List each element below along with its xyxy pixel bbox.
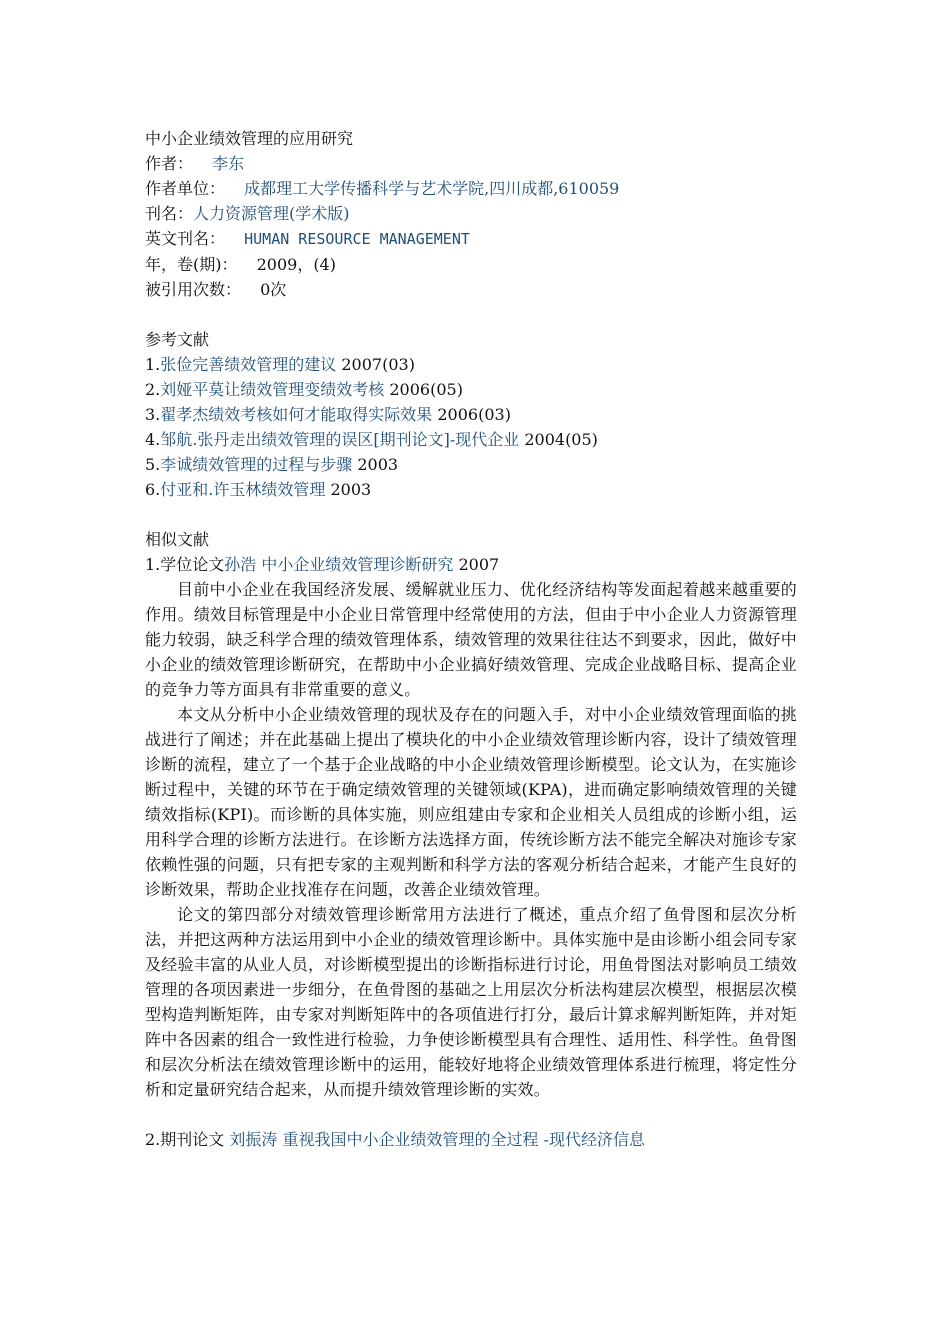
reference-link[interactable]: 付亚和.许玉林绩效管理	[160, 480, 326, 499]
reference-link[interactable]: 刘娅平莫让绩效管理变绩效考核	[160, 380, 385, 399]
reference-link[interactable]: 邹航.张丹走出绩效管理的误区[期刊论文]-现代企业	[160, 430, 520, 449]
reference-number: 1.	[145, 355, 161, 374]
year-issue-row	[145, 252, 797, 277]
similar-item-1	[145, 552, 797, 577]
article-title: 中小企业绩效管理的应用研究	[145, 129, 354, 148]
reference-year: 2006(05)	[389, 380, 463, 399]
affiliation-link[interactable]: 成都理工大学传播科学与艺术学院,四川成都,610059	[244, 179, 620, 198]
similar-heading: 相似文献	[145, 530, 210, 549]
journal-row	[145, 201, 797, 226]
similar-item-link[interactable]: 刘振涛 重视我国中小企业绩效管理的全过程 -现代经济信息	[229, 1130, 645, 1149]
abstract-paragraph: 论文的第四部分对绩效管理诊断常用方法进行了概述，重点介绍了鱼骨图和层次分析法，并把这两种方法运用到中小企业的绩效管理诊断中。具体实施中是由诊断小组会同专家及经验丰富的从业人员，对诊断模型提出的诊断指标进行讨论，用鱼骨图法对影响员工绩效管理的各项因素进一步细分，在鱼骨图的基础之上用层次分析法构建层次模型，根据层次模型构造判断矩阵，由专家对判断矩阵中的各项值进行打分，最后计算求解判断矩阵，并对矩阵中各因素的组合一致性进行检验，力争使诊断模型具有合理性、适用性、科学性。鱼骨图和层次分析法在绩效管理诊断中的运用，能较好地将企业绩效管理体系进行梳理，将定性分析和定量研究结合起来，从而提升绩效管理诊断的实效。	[145, 905, 797, 1099]
reference-year: 2003	[357, 455, 399, 474]
journal-link[interactable]: 人力资源管理(学术版)	[193, 204, 350, 223]
cited-value: 0次	[260, 280, 287, 299]
similar-item-prefix: 1.学位论文	[145, 555, 225, 574]
reference-item	[145, 427, 797, 452]
reference-item	[145, 352, 797, 377]
author-row	[145, 151, 797, 176]
affiliation-row	[145, 176, 797, 201]
similar-item-link[interactable]: 孙浩 中小企业绩效管理诊断研究	[224, 555, 454, 574]
affiliation-label: 作者单位：	[145, 179, 226, 198]
reference-year: 2004(05)	[524, 430, 598, 449]
references-heading: 参考文献	[145, 330, 210, 349]
reference-number: 4.	[145, 430, 161, 449]
reference-item	[145, 377, 797, 402]
reference-link[interactable]: 翟孝杰绩效考核如何才能取得实际效果	[160, 405, 433, 424]
year-issue-value: 2009，(4)	[256, 255, 336, 274]
similar-item-2	[145, 1127, 797, 1152]
abstract-paragraph: 目前中小企业在我国经济发展、缓解就业压力、优化经济结构等发面起着越来越重要的作用。绩效目标管理是中小企业日常管理中经常使用的方法，但由于中小企业人力资源管理能力较弱，缺乏科学合理的绩效管理体系，绩效管理的效果往往达不到要求，因此，做好中小企业的绩效管理诊断研究，在帮助中小企业搞好绩效管理、完成企业战略目标、提高企业的竞争力等方面具有非常重要的意义。	[145, 580, 797, 699]
cited-label: 被引用次数：	[145, 280, 242, 299]
reference-item	[145, 477, 797, 502]
reference-year: 2006(03)	[437, 405, 511, 424]
document-page	[145, 126, 797, 1152]
english-journal-label: 英文刊名：	[145, 229, 226, 248]
reference-link[interactable]: 张俭完善绩效管理的建议	[160, 355, 337, 374]
similar-item-year: 2007	[458, 555, 500, 574]
reference-year: 2007(03)	[341, 355, 415, 374]
cited-row	[145, 277, 797, 302]
reference-number: 5.	[145, 455, 161, 474]
references-list	[145, 352, 797, 502]
abstract-paragraph: 本文从分析中小企业绩效管理的现状及存在的问题入手，对中小企业绩效管理面临的挑战进行了阐述；并在此基础上提出了模块化的中小企业绩效管理诊断内容，设计了绩效管理诊断的流程，建立了一个基于企业战略的中小企业绩效管理诊断模型。论文认为，在实施诊断过程中，关键的环节在于确定绩效管理的关键领域(KPA)，进而确定影响绩效管理的关键绩效指标(KPI)。而诊断的具体实施，则应组建由专家和企业相关人员组成的诊断小组，运用科学合理的诊断方法进行。在诊断方法选择方面，传统诊断方法不能完全解决对施诊专家依赖性强的问题，只有把专家的主观判断和科学方法的客观分析结合起来，才能产生良好的诊断效果，帮助企业找准存在问题，改善企业绩效管理。	[145, 705, 797, 899]
author-label: 作者：	[145, 154, 194, 173]
author-link[interactable]: 李东	[212, 154, 245, 173]
english-journal-link[interactable]: HUMAN RESOURCE MANAGEMENT	[244, 230, 470, 248]
journal-label: 刊名：	[145, 204, 194, 223]
reference-number: 2.	[145, 380, 161, 399]
similar-item-prefix: 2.期刊论文	[145, 1130, 225, 1149]
reference-item	[145, 452, 797, 477]
reference-number: 6.	[145, 480, 161, 499]
english-journal-row	[145, 226, 797, 252]
reference-item	[145, 402, 797, 427]
reference-link[interactable]: 李诚绩效管理的过程与步骤	[160, 455, 353, 474]
year-issue-label: 年，卷(期)：	[145, 255, 238, 274]
reference-number: 3.	[145, 405, 161, 424]
reference-year: 2003	[330, 480, 372, 499]
